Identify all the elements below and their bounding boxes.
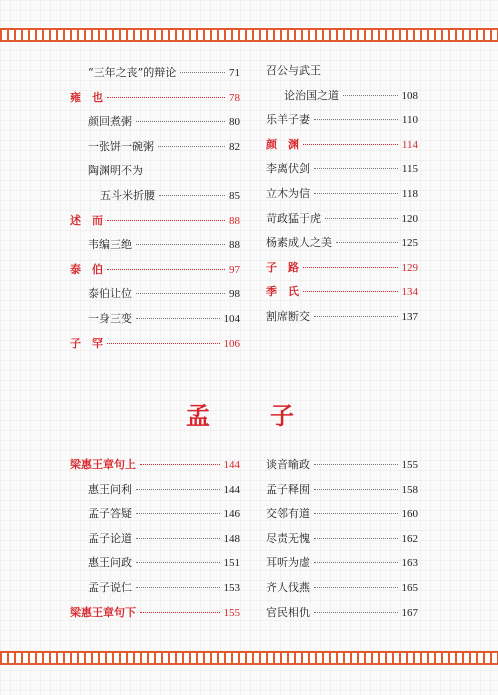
toc-entry-title: 杨素成人之美: [266, 236, 332, 250]
toc-entry-page: 71: [229, 67, 240, 79]
toc-entry-page: 88: [229, 239, 240, 252]
toc-entry[interactable]: [266, 283, 418, 301]
toc-entry[interactable]: [266, 579, 418, 597]
leader-dots: [303, 267, 398, 268]
toc-entry-page: 80: [229, 116, 240, 129]
toc-entry-page: 115: [401, 163, 418, 176]
toc-entry[interactable]: [266, 136, 418, 154]
toc-entry-page: 110: [401, 114, 418, 127]
toc-entry-page: 151: [223, 557, 240, 570]
leader-dots: [107, 343, 220, 344]
toc-entry-page: 120: [401, 212, 418, 225]
toc-entry-title: 泰伯让位: [88, 287, 132, 301]
leader-dots: [158, 146, 225, 147]
toc-entry[interactable]: [70, 604, 240, 622]
toc-entry-title: 谈音喻政: [266, 458, 310, 471]
leader-dots: [136, 513, 220, 514]
toc-entry-title: 陶渊明不为: [88, 164, 143, 178]
toc-entry-title: 泰 伯: [70, 262, 103, 276]
toc-entry[interactable]: [266, 554, 418, 572]
toc-entry[interactable]: [266, 308, 418, 326]
toc-entry[interactable]: [266, 259, 418, 277]
toc-entry-page: 163: [401, 557, 418, 570]
toc-entry-title: 尽责无愧: [266, 531, 310, 545]
toc-entry[interactable]: [70, 113, 240, 131]
leader-dots: [136, 121, 225, 122]
leader-dots: [314, 168, 398, 169]
leader-dots: [107, 220, 225, 221]
leader-dots: [314, 316, 398, 317]
toc-entry[interactable]: [266, 505, 418, 523]
leader-dots: [325, 218, 398, 219]
toc-entry-page: 155: [223, 606, 240, 619]
toc-entry-page: 98: [229, 288, 240, 301]
toc-entry[interactable]: [266, 111, 418, 129]
toc-entry-title: 惠王问政: [88, 556, 132, 570]
toc-entry-title: 耳听为虚: [266, 556, 310, 570]
leader-dots: [136, 562, 220, 563]
leader-dots: [303, 291, 398, 292]
toc-entry[interactable]: [266, 160, 418, 178]
toc-entry-title: 孟子说仁: [88, 581, 132, 594]
section-heading: 孟 子: [186, 401, 312, 430]
toc-entry-title: 梁惠王章句下: [70, 605, 136, 619]
toc-entry[interactable]: [266, 62, 418, 80]
toc-entry-page: 155: [401, 459, 418, 471]
toc-entry-page: 118: [401, 188, 418, 200]
toc-entry-page: 78: [229, 91, 240, 104]
toc-entry-page: 158: [401, 483, 418, 496]
toc-entry[interactable]: [266, 530, 418, 548]
toc-entry-page: 134: [401, 286, 418, 299]
toc-entry-title: 齐人伐燕: [266, 581, 310, 594]
toc-entry[interactable]: [70, 187, 240, 205]
toc-entry-title: 交邻有道: [266, 507, 310, 521]
leader-dots: [136, 489, 220, 490]
leader-dots: [314, 587, 398, 588]
leader-dots: [136, 244, 225, 245]
toc-entry[interactable]: [70, 236, 240, 254]
toc-entry-title: 梁惠王章句上: [70, 458, 136, 471]
toc-entry-page: 148: [223, 532, 240, 545]
toc-entry[interactable]: [266, 456, 418, 474]
leader-dots: [314, 562, 398, 563]
toc-entry-title: 立木为信: [266, 187, 310, 200]
leader-dots: [180, 72, 225, 73]
toc-entry-title: 五斗米折腰: [100, 189, 155, 202]
toc-entry[interactable]: [266, 185, 418, 203]
toc-entry-title: 孟子答疑: [88, 507, 132, 521]
leader-dots: [314, 612, 398, 613]
leader-dots: [314, 489, 398, 490]
toc-entry-title: 韦编三绝: [88, 238, 132, 252]
toc-entry[interactable]: [70, 554, 240, 572]
toc-entry[interactable]: [70, 138, 240, 156]
leader-dots: [107, 269, 225, 270]
leader-dots: [140, 612, 220, 613]
toc-entry[interactable]: [266, 481, 418, 499]
toc-entry[interactable]: [70, 89, 240, 107]
toc-entry-title: 李离伏剑: [266, 162, 310, 176]
leader-dots: [136, 293, 225, 294]
leader-dots: [314, 119, 398, 120]
leader-dots: [314, 513, 398, 514]
toc-entry[interactable]: [266, 234, 418, 252]
toc-entry[interactable]: [266, 210, 418, 228]
toc-entry-title: 孟子论道: [88, 531, 132, 545]
toc-entry-page: 129: [401, 261, 418, 274]
toc-entry-title: 割席断交: [266, 310, 310, 323]
toc-entry-page: 162: [401, 532, 418, 545]
leader-dots: [136, 587, 220, 588]
toc-entry[interactable]: [70, 456, 240, 474]
toc-entry-page: 167: [401, 606, 418, 619]
toc-entry-page: 153: [223, 582, 240, 594]
toc-entry-page: 85: [229, 190, 240, 202]
leader-dots: [314, 464, 398, 465]
toc-entry-title: 子 罕: [70, 336, 103, 350]
toc-entry-title: 论治国之道: [284, 88, 339, 102]
toc-entry[interactable]: [70, 335, 240, 353]
decorative-border-bottom: [0, 651, 498, 665]
toc-entry-page: 88: [229, 214, 240, 227]
toc-entry-title: 孟子释囿: [266, 482, 310, 496]
toc-entry[interactable]: [266, 87, 418, 105]
toc-entry[interactable]: [70, 530, 240, 548]
leader-dots: [136, 318, 220, 319]
toc-entry-page: 165: [401, 582, 418, 594]
toc-entry-page: 114: [401, 138, 418, 151]
leader-dots: [140, 464, 220, 465]
toc-entry-page: 104: [223, 313, 240, 325]
toc-entry-page: 97: [229, 263, 240, 276]
toc-entry-title: 一身三变: [88, 312, 132, 325]
toc-entry-page: 144: [223, 459, 240, 471]
leader-dots: [314, 538, 398, 539]
toc-entry-page: 137: [401, 311, 418, 323]
toc-entry-page: 108: [401, 89, 418, 102]
toc-entry-page: 125: [401, 237, 418, 250]
toc-entry-page: 106: [223, 337, 240, 350]
toc-entry-title: 一张饼一碗粥: [88, 139, 154, 153]
toc-entry-page: 82: [229, 140, 240, 153]
toc-entry[interactable]: [70, 505, 240, 523]
leader-dots: [159, 195, 225, 196]
toc-entry[interactable]: [70, 64, 240, 82]
leader-dots: [343, 95, 398, 96]
toc-entry-page: 146: [223, 508, 240, 521]
toc-entry-title: 述 而: [70, 213, 103, 227]
leader-dots: [107, 97, 225, 98]
toc-entry-page: 144: [223, 483, 240, 496]
toc-entry-title: 乐羊子妻: [266, 113, 310, 127]
toc-entry[interactable]: [70, 285, 240, 303]
leader-dots: [303, 144, 398, 145]
toc-entry-title: “三年之丧”的辩论: [88, 66, 177, 79]
toc-entry-title: 雍 也: [70, 90, 103, 104]
toc-entry[interactable]: [70, 579, 240, 597]
toc-entry[interactable]: [70, 162, 240, 180]
toc-entry-page: 160: [401, 508, 418, 521]
toc-entry-title: 子 路: [266, 260, 299, 274]
toc-entry-title: 惠王问利: [88, 482, 132, 496]
toc-entry[interactable]: [70, 212, 240, 230]
toc-entry[interactable]: [266, 604, 418, 622]
toc-entry-title: 召公与武王: [266, 64, 321, 77]
toc-entry-title: 季 氏: [266, 285, 299, 299]
leader-dots: [314, 193, 398, 194]
toc-entry-title: 苛政猛于虎: [266, 211, 321, 225]
toc-entry-title: 官民相仇: [266, 605, 310, 619]
decorative-border-top: [0, 28, 498, 42]
leader-dots: [336, 242, 398, 243]
toc-entry-title: 颜回煮粥: [88, 115, 132, 129]
toc-entry-title: 颜 渊: [266, 137, 299, 151]
toc-entry[interactable]: [70, 310, 240, 328]
leader-dots: [136, 538, 220, 539]
toc-entry[interactable]: [70, 481, 240, 499]
toc-entry[interactable]: [70, 261, 240, 279]
